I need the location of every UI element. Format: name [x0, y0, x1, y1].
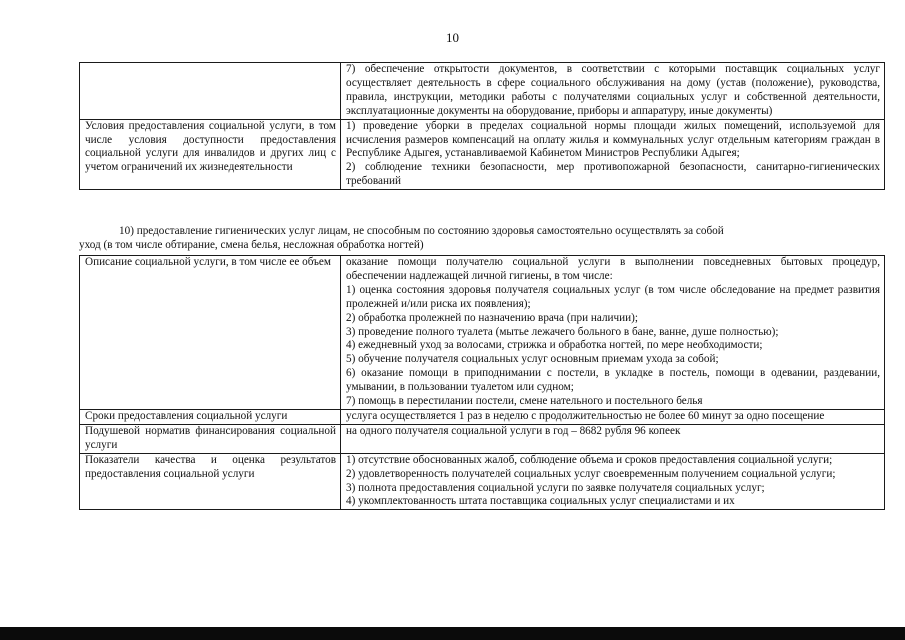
- section-heading-line-2: уход (в том числе обтирание, смена белья, несложная обработка ногтей): [79, 238, 424, 251]
- bottom-table-row-content: [341, 409, 885, 424]
- top-table-row-paragraph: 7) обеспечение открытости документов, в соответствии с которыми поставщик социальных услуг осуществляет деятельность в сфере социального обслуживания на дому (устав (положение), руководства, правила, инструкции, методики работы с получателями социальных услуг и собственной деятельности, эксплуатационные документы на оборудование, приборы и аппаратуру, иные документы): [346, 63, 880, 117]
- bottom-table-row-paragraph: 3) проведение полного туалета (мытье лежачего больного в бане, ванне, душе полностью);: [346, 325, 779, 338]
- top-table-row-paragraph: 1) проведение уборки в пределах социальной нормы площади жилых помещений, используемой для исчисления размеров компенсаций на оплату жилья и коммунальных услуг отдельным категориям граждан в Республике Адыгея, устанавливаемой Кабинетом Министров Республики Адыгея;: [346, 119, 880, 160]
- bottom-table-row-label: Описание социальной услуги, в том числе ее объем: [80, 256, 341, 410]
- top-table-row: [80, 63, 885, 120]
- top-table-row-label: [80, 63, 341, 120]
- bottom-table: [79, 255, 885, 510]
- bottom-table-row: [80, 453, 885, 510]
- section-heading: [79, 225, 885, 253]
- bottom-table-row-content: [341, 453, 885, 510]
- top-table-row-label: Условия предоставления социальной услуги, в том числе условия доступности предоставления социальной услуги для инвалидов и других лиц с учетом ограничений их жизнедеятельности: [80, 119, 341, 190]
- bottom-table-row-paragraph: 2) удовлетворенность получателей социальных услуг своевременным получением социальной услуги;: [346, 467, 836, 480]
- bottom-table-row-content: [341, 424, 885, 453]
- bottom-table-row-paragraph: на одного получателя социальной услуги в год – 8682 рубля 96 копеек: [346, 424, 681, 437]
- top-table-row: [80, 119, 885, 190]
- bottom-table-row-content: [341, 256, 885, 410]
- bottom-table-row-paragraph: 5) обучение получателя социальных услуг основным приемам ухода за собой;: [346, 353, 719, 366]
- bottom-table-row-paragraph: 7) помощь в перестилании постели, смене нательного и постельного белья: [346, 395, 703, 408]
- top-table: [79, 62, 885, 190]
- bottom-table-row-paragraph: 6) оказание помощи в приподнимании с постели, в укладке в постель, помощи в одевании, раздевании, умывании, в пользовании туалетом или судном;: [346, 367, 880, 394]
- bottom-table-row-paragraph: 1) оценка состояния здоровья получателя социальных услуг (в том числе обследование на предмет развития пролежней и/или риска их появления);: [346, 283, 880, 310]
- bottom-table-row-label: Подушевой норматив финансирования социальной услуги: [80, 424, 341, 453]
- top-table-row-content: [341, 63, 885, 120]
- bottom-table-row: [80, 424, 885, 453]
- bottom-table-row: [80, 256, 885, 410]
- page-number: 10: [446, 30, 459, 45]
- bottom-table-row-paragraph: 2) обработка пролежней по назначению врача (при наличии);: [346, 311, 638, 324]
- top-table-row-content: [341, 119, 885, 190]
- bottom-table-row-paragraph: 3) полнота предоставления социальной услуги по заявке получателя социальных услуг;: [346, 481, 765, 494]
- scan-bottom-edge: [0, 627, 905, 640]
- bottom-table-row: [80, 409, 885, 424]
- top-table-row-paragraph: 2) соблюдение техники безопасности, мер противопожарной безопасности, санитарно-гигиенических требований: [346, 161, 880, 188]
- bottom-table-row-paragraph: 4) ежедневный уход за волосами, стрижка и обработка ногтей, по мере необходимости;: [346, 339, 763, 352]
- bottom-table-row-label: Показатели качества и оценка результатов предоставления социальной услуги: [80, 453, 341, 510]
- bottom-table-row-paragraph: 4) укомплектованность штата поставщика социальных услуг специалистами и их: [346, 495, 735, 508]
- bottom-table-row-paragraph: оказание помощи получателю социальной услуги в выполнении повседневных бытовых процедур, обеспечении надлежащей личной гигиены, в том числе:: [346, 256, 880, 282]
- bottom-table-row-paragraph: услуга осуществляется 1 раз в неделю с продолжительностью не более 60 минут за одно посещение: [346, 409, 825, 422]
- bottom-table-row-label: Сроки предоставления социальной услуги: [80, 409, 341, 424]
- bottom-table-row-paragraph: 1) отсутствие обоснованных жалоб, соблюдение объема и сроков предоставления социальной услуги;: [346, 453, 833, 466]
- section-heading-line-1: 10) предоставление гигиенических услуг лицам, не способным по состоянию здоровья самостоятельно осуществлять за собой: [119, 225, 724, 237]
